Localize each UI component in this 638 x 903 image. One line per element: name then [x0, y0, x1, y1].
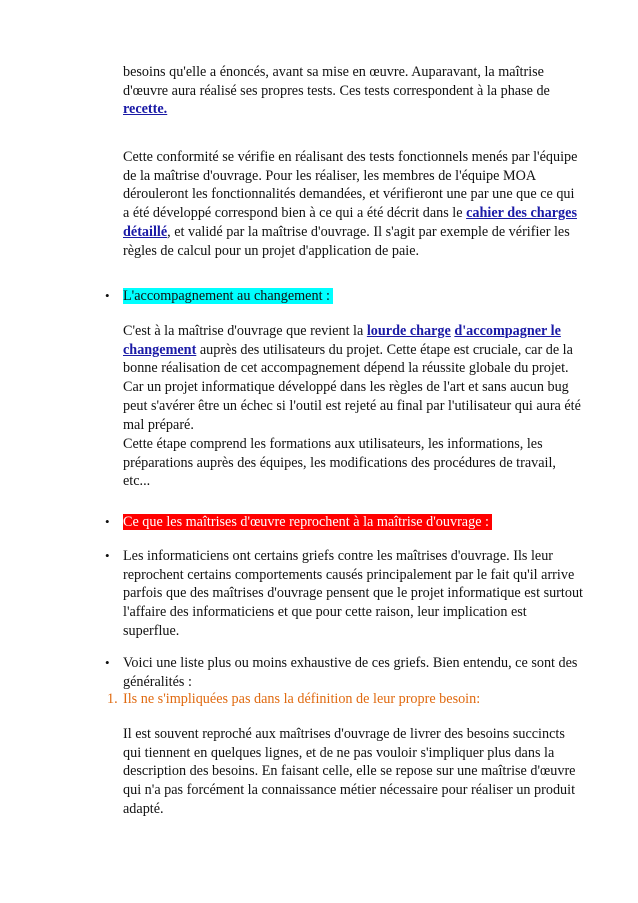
paragraph-recette — [123, 63, 583, 119]
heading-reproches — [123, 513, 583, 532]
paragraph-accompagnement — [123, 322, 583, 434]
link-accompagner-changement[interactable]: d'accompagner le changement — [123, 323, 561, 358]
numbered-heading: Ils ne s'impliquées pas dans la définition de leur propre besoin: — [123, 691, 481, 707]
paragraph-conformite — [123, 148, 583, 260]
paragraph-text: auprès des utilisateurs du projet. Cette étape est cruciale, car de la bonne réalisation de cet accompagnement dépend la réussite globale du projet. Car un projet informatique développé dans les règles de l'art et sans aucun bug peut s'avérer être un échec si l'outil est rejeté au final par l'utilisateur qui aura été mal préparé. — [123, 341, 581, 433]
highlighted-heading: Ce que les maîtrises d'œuvre reprochent à la maîtrise d'ouvrage : — [123, 514, 492, 530]
paragraph-text: C'est à la maîtrise d'ouvrage que revient la — [123, 323, 367, 339]
paragraph-griefs: Les informaticiens ont certains griefs contre les maîtrises d'ouvrage. Ils leur reprochent certains comportements causés principalement par le fait qu'il arrive parfois que des maîtrises d'ouvrage pensent que le projet informatique est surtout l'affaire des informaticiens et que pour cette raison, leur implication est superflue. — [123, 548, 583, 639]
bullet-icon: • — [105, 514, 110, 529]
paragraph-text: besoins qu'elle a énoncés, avant sa mise en œuvre. Auparavant, la maîtrise d'œuvre aura réalisé ses propres tests. Ces tests correspondent à la phase de — [123, 64, 550, 99]
bullet-icon: • — [105, 548, 110, 563]
bullet-icon: • — [105, 288, 110, 303]
list-number: 1. — [107, 691, 118, 707]
heading-accompagnement — [123, 287, 583, 306]
link-recette[interactable]: recette. — [123, 101, 168, 118]
paragraph-text: Cette conformité se vérifie en réalisant des tests fonctionnels menés par l'équipe de la maîtrise d'ouvrage. Pour les réaliser, les membres de l'équipe MOA dérouleront les fonctionnalités demandées, et vérifieront une par une que ce qui a été développé correspond bien à ce qui a été décrit dans le — [123, 149, 578, 222]
paragraph-text: , et validé par la maîtrise d'ouvrage. Il s'agit par exemple de vérifier les règles de calcul pour un projet d'application de paie. — [123, 223, 570, 259]
paragraph-etape: Cette étape comprend les formations aux utilisateurs, les informations, les préparations auprès des équipes, les modifications des procédures de travail, etc... — [123, 436, 556, 490]
bullet-icon: • — [105, 655, 110, 670]
link-lourde-charge[interactable]: lourde charge — [366, 323, 451, 339]
paragraph-liste: Voici une liste plus ou moins exhaustive de ces griefs. Bien entendu, ce sont des généralités : — [123, 655, 578, 690]
highlighted-heading: L'accompagnement au changement : — [123, 288, 333, 304]
paragraph-besoin: Il est souvent reproché aux maîtrises d'ouvrage de livrer des besoins succincts qui tiennent en quelques lignes, et de ne pas vouloir s'impliquer plus dans la description des besoins. En faisant celle, elle se repose sur une maîtrise d'œuvre qui n'a pas forcément la connaissance métier nécessaire pour réaliser un produit adapté. — [123, 726, 576, 817]
link-cahier-des-charges[interactable]: cahier des charges détaillé — [123, 205, 577, 240]
